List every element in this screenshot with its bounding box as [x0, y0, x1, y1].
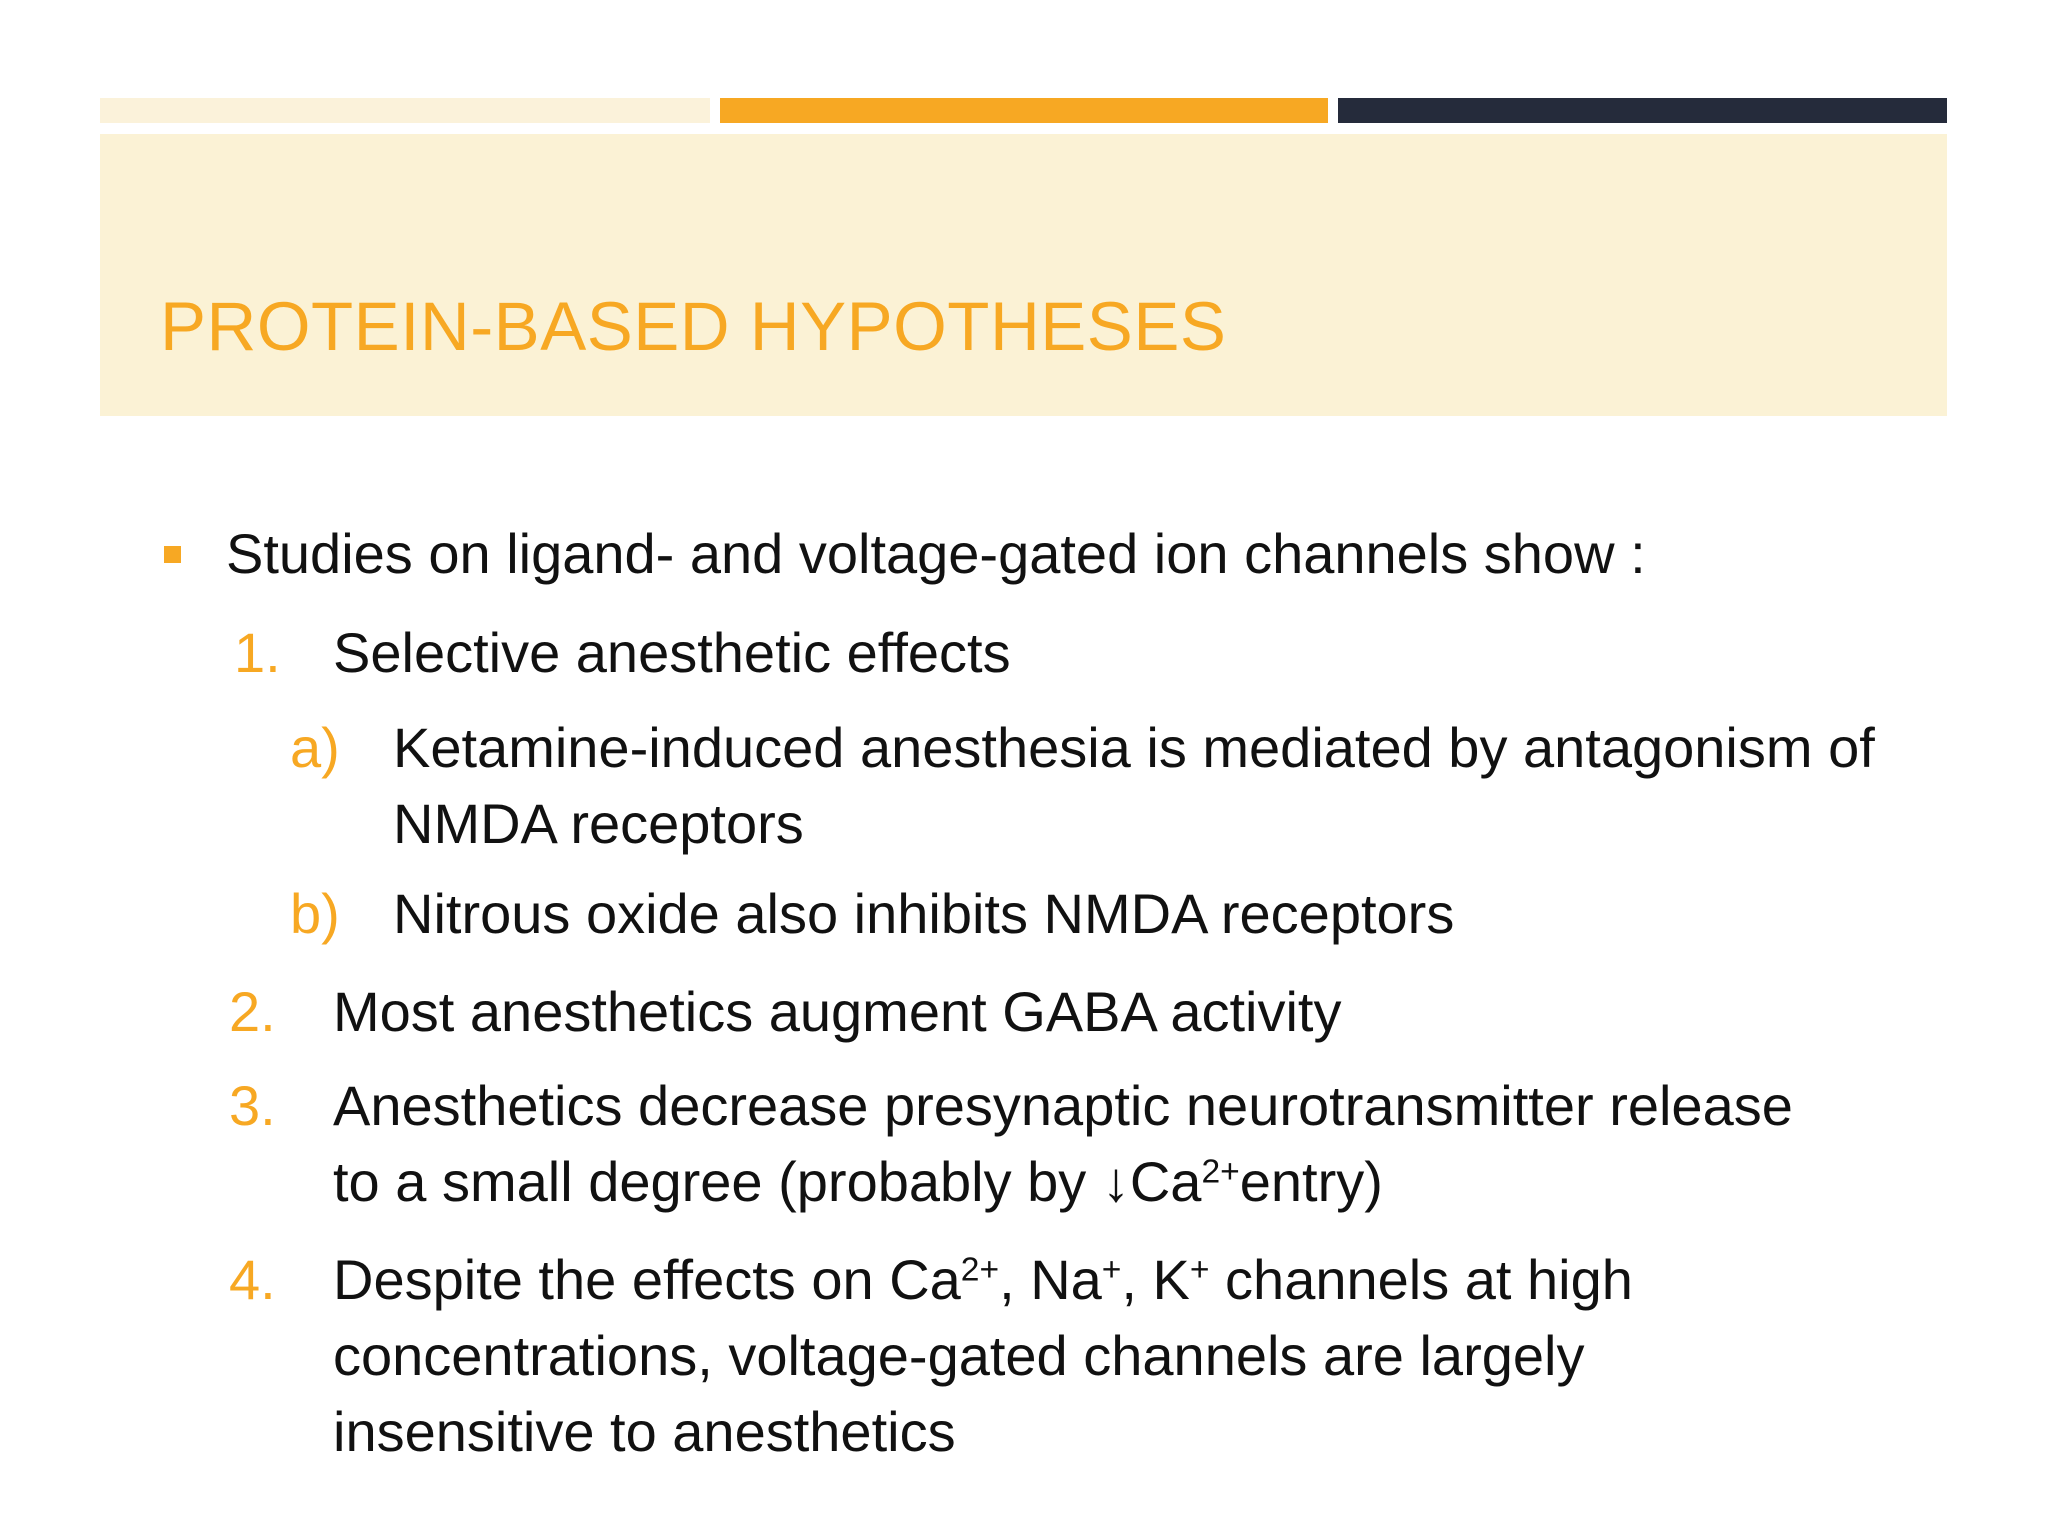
list-item-4-line-1 [333, 1242, 1633, 1318]
sub-item-a-letter: a) [290, 716, 340, 779]
list-item-4-line-1-mid-2: , K [1121, 1248, 1190, 1311]
header-bar-navy [1338, 98, 1947, 123]
sub-item-b-line-1: Nitrous oxide also inhibits NMDA receptors [393, 882, 1455, 945]
sub-item-a [290, 710, 1875, 862]
list-item-3-line-2-pre: to a small degree (probably by ↓Ca [333, 1150, 1202, 1213]
list-item-4-line-1-pre: Despite the effects on Ca [333, 1248, 961, 1311]
potassium-charge-superscript: + [1189, 1251, 1210, 1289]
sub-item-a-line-2: NMDA receptors [393, 792, 804, 855]
list-item-2-number: 2. [229, 980, 276, 1043]
calcium-charge-superscript: 2+ [1201, 1153, 1240, 1191]
list-item-1 [234, 615, 1011, 691]
list-item-2 [229, 974, 1342, 1050]
list-item-4 [229, 1242, 1633, 1470]
list-item-2-text: Most anesthetics augment GABA activity [333, 980, 1342, 1043]
header-bar-orange [720, 98, 1328, 123]
list-item-4-line-3: insensitive to anesthetics [333, 1400, 956, 1463]
list-item-3-line-2-post: entry) [1239, 1150, 1383, 1213]
list-item-4-line-2: concentrations, voltage-gated channels are largely [333, 1324, 1585, 1387]
list-item-3-line-1: Anesthetics decrease presynaptic neurotransmitter release [333, 1074, 1793, 1137]
slide-title: PROTEIN-BASED HYPOTHESES [160, 288, 1227, 365]
calcium-charge-superscript: 2+ [960, 1251, 1000, 1289]
list-item-3 [229, 1068, 1793, 1220]
sub-item-a-line-1: Ketamine-induced anesthesia is mediated by antagonism of [393, 716, 1875, 779]
list-item-3-number: 3. [229, 1074, 276, 1137]
list-item-3-line-2 [333, 1144, 1793, 1220]
sub-item-b [290, 876, 1455, 952]
list-item-4-line-1-post: channels at high [1209, 1248, 1633, 1311]
sodium-charge-superscript: + [1101, 1251, 1122, 1289]
list-item-4-number: 4. [229, 1248, 276, 1311]
sub-item-b-letter: b) [290, 882, 340, 945]
main-bullet-text: Studies on ligand- and voltage-gated ion channels show : [226, 522, 1646, 585]
main-bullet [226, 516, 1646, 592]
list-item-4-line-1-mid-1: , Na [999, 1248, 1102, 1311]
list-item-1-number: 1. [234, 621, 281, 684]
square-bullet-icon [164, 546, 181, 563]
title-band [100, 134, 1947, 416]
header-bar-cream [100, 98, 710, 123]
list-item-1-text: Selective anesthetic effects [333, 621, 1011, 684]
